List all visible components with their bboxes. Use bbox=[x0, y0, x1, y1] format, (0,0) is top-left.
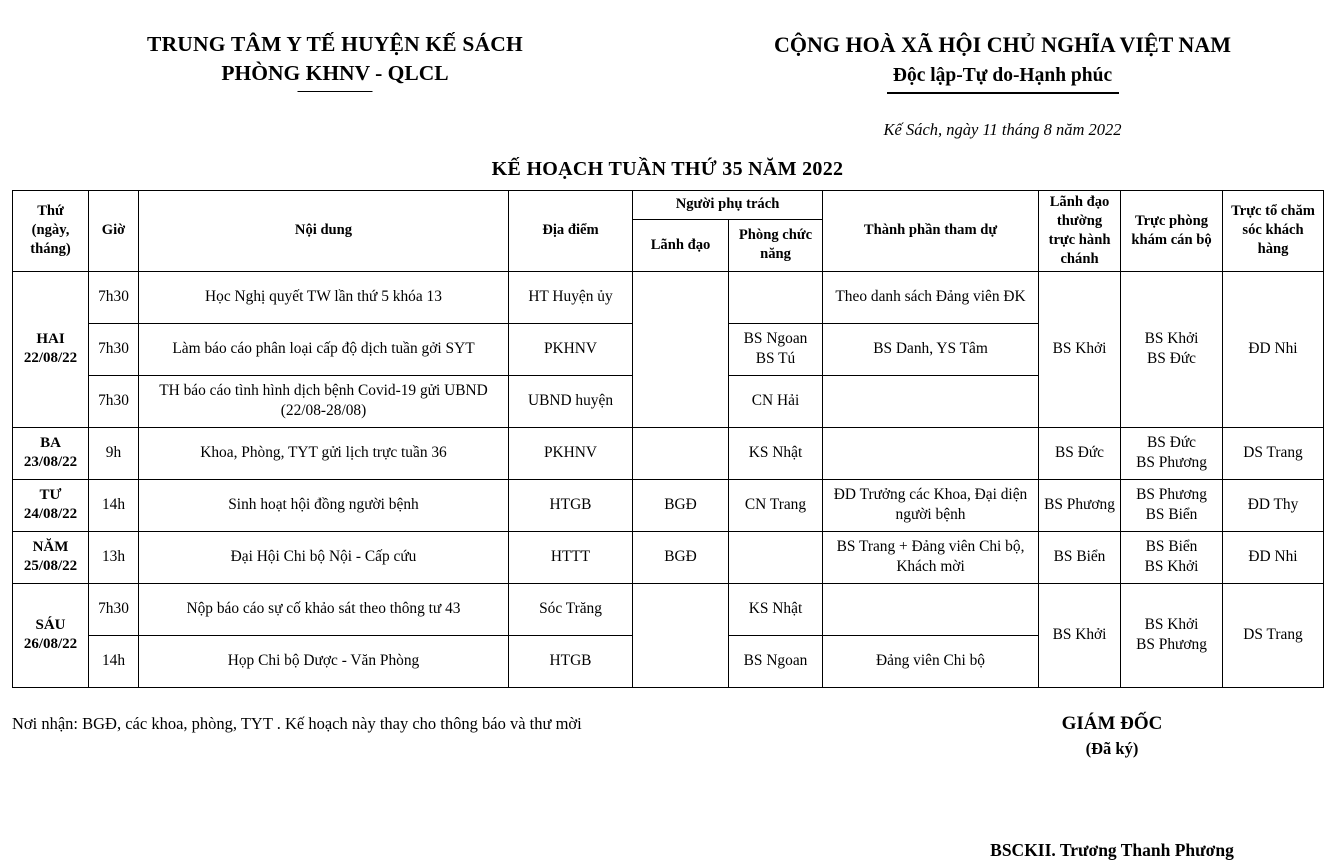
col-header-duty-clinic: Trực phòng khám cán bộ bbox=[1121, 190, 1223, 271]
day-cell: TƯ 24/08/22 bbox=[13, 479, 89, 531]
content-cell: Khoa, Phòng, TYT gửi lịch trực tuần 36 bbox=[139, 427, 509, 479]
day-cell: SÁU 26/08/22 bbox=[13, 583, 89, 687]
place-cell: HTGB bbox=[509, 635, 633, 687]
national-motto: Độc lập-Tự do-Hạnh phúc bbox=[893, 62, 1112, 90]
signer-name: BSCKII. Trương Thanh Phương bbox=[990, 840, 1234, 861]
col-header-incharge: Người phụ trách bbox=[633, 190, 823, 219]
col-header-duty-leader: Lãnh đạo thường trực hành chánh bbox=[1039, 190, 1121, 271]
content-cell: Họp Chi bộ Dược - Văn Phòng bbox=[139, 635, 509, 687]
time-cell: 14h bbox=[89, 635, 139, 687]
table-row bbox=[13, 583, 1324, 635]
duty-leader-cell: BS Biển bbox=[1039, 531, 1121, 583]
duty-leader-cell: BS Phương bbox=[1039, 479, 1121, 531]
time-cell: 7h30 bbox=[89, 271, 139, 323]
duty-customer-cell: ĐD Nhi bbox=[1223, 271, 1324, 427]
col-header-place: Địa điểm bbox=[509, 190, 633, 271]
national-heading-block bbox=[670, 30, 1335, 140]
day-cell: NĂM 25/08/22 bbox=[13, 531, 89, 583]
table-row bbox=[13, 479, 1324, 531]
country-name: CỘNG HOÀ XÃ HỘI CHỦ NGHĨA VIỆT NAM bbox=[774, 32, 1231, 57]
day-cell: HAI 22/08/22 bbox=[13, 271, 89, 427]
incharge-dept-cell: CN Trang bbox=[729, 479, 823, 531]
incharge-dept-cell: KS Nhật bbox=[729, 583, 823, 635]
col-header-incharge-leader: Lãnh đạo bbox=[633, 219, 729, 271]
table-row bbox=[13, 427, 1324, 479]
incharge-leader-cell bbox=[633, 427, 729, 479]
incharge-dept-cell: CN Hải bbox=[729, 375, 823, 427]
document-header bbox=[0, 0, 1335, 140]
duty-customer-cell: DS Trang bbox=[1223, 427, 1324, 479]
content-cell: Làm báo cáo phân loại cấp độ dịch tuần gởi SYT bbox=[139, 323, 509, 375]
incharge-dept-cell bbox=[729, 531, 823, 583]
incharge-leader-cell: BGĐ bbox=[633, 531, 729, 583]
duty-customer-cell: ĐD Thy bbox=[1223, 479, 1324, 531]
attendees-cell bbox=[823, 427, 1039, 479]
incharge-leader-cell: BGĐ bbox=[633, 479, 729, 531]
weekly-schedule-table bbox=[12, 190, 1324, 688]
content-cell: TH báo cáo tình hình dịch bệnh Covid-19 gửi UBND (22/08-28/08) bbox=[139, 375, 509, 427]
duty-clinic-cell: BS Biển BS Khởi bbox=[1121, 531, 1223, 583]
place-cell: HTGB bbox=[509, 479, 633, 531]
duty-clinic-cell: BS Khởi BS Phương bbox=[1121, 583, 1223, 687]
content-cell: Học Nghị quyết TW lần thứ 5 khóa 13 bbox=[139, 271, 509, 323]
place-cell: HT Huyện ủy bbox=[509, 271, 633, 323]
time-cell: 13h bbox=[89, 531, 139, 583]
duty-customer-cell: ĐD Nhi bbox=[1223, 531, 1324, 583]
attendees-cell bbox=[823, 375, 1039, 427]
signed-note: (Đã ký) bbox=[1085, 739, 1139, 759]
incharge-leader-cell bbox=[633, 583, 729, 687]
content-cell: Đại Hội Chi bộ Nội - Cấp cứu bbox=[139, 531, 509, 583]
incharge-dept-cell: BS Ngoan bbox=[729, 635, 823, 687]
duty-customer-cell: DS Trang bbox=[1223, 583, 1324, 687]
attendees-cell: BS Danh, YS Tâm bbox=[823, 323, 1039, 375]
table-row bbox=[13, 531, 1324, 583]
time-cell: 7h30 bbox=[89, 375, 139, 427]
organization-name: TRUNG TÂM Y TẾ HUYỆN KẾ SÁCH bbox=[147, 32, 523, 56]
place-cell: PKHNV bbox=[509, 323, 633, 375]
signer-title: GIÁM ĐỐC bbox=[1061, 712, 1163, 734]
place-date-line: Kế Sách, ngày 11 tháng 8 năm 2022 bbox=[883, 119, 1122, 139]
place-cell: UBND huyện bbox=[509, 375, 633, 427]
schedule-table-wrapper bbox=[0, 190, 1335, 688]
duty-leader-cell: BS Đức bbox=[1039, 427, 1121, 479]
department-name: PHÒNG KHNV - QLCL bbox=[221, 59, 448, 88]
content-cell: Sinh hoạt hội đồng người bệnh bbox=[139, 479, 509, 531]
col-header-incharge-dept: Phòng chức năng bbox=[729, 219, 823, 271]
attendees-cell: Theo danh sách Đảng viên ĐK bbox=[823, 271, 1039, 323]
col-header-time: Giờ bbox=[89, 190, 139, 271]
time-cell: 14h bbox=[89, 479, 139, 531]
place-cell: PKHNV bbox=[509, 427, 633, 479]
duty-clinic-cell: BS Đức BS Phương bbox=[1121, 427, 1223, 479]
incharge-dept-cell: KS Nhật bbox=[729, 427, 823, 479]
organization-block bbox=[0, 30, 670, 140]
day-cell: BA 23/08/22 bbox=[13, 427, 89, 479]
attendees-cell: ĐD Trưởng các Khoa, Đại diện người bệnh bbox=[823, 479, 1039, 531]
col-header-attendees: Thành phần tham dự bbox=[823, 190, 1039, 271]
incharge-dept-cell: BS Ngoan BS Tú bbox=[729, 323, 823, 375]
table-header bbox=[13, 190, 1324, 271]
table-header-row-1 bbox=[13, 190, 1324, 219]
duty-leader-cell: BS Khởi bbox=[1039, 583, 1121, 687]
col-header-day: Thứ (ngày, tháng) bbox=[13, 190, 89, 271]
duty-clinic-cell: BS Khởi BS Đức bbox=[1121, 271, 1223, 427]
document-footer bbox=[0, 710, 1335, 861]
col-header-content: Nội dung bbox=[139, 190, 509, 271]
page-title: KẾ HOẠCH TUẦN THỨ 35 NĂM 2022 bbox=[491, 157, 844, 180]
attendees-cell bbox=[823, 583, 1039, 635]
incharge-leader-cell bbox=[633, 271, 729, 427]
time-cell: 7h30 bbox=[89, 323, 139, 375]
table-row bbox=[13, 271, 1324, 323]
incharge-dept-cell bbox=[729, 271, 823, 323]
content-cell: Nộp báo cáo sự cố khảo sát theo thông tư 43 bbox=[139, 583, 509, 635]
col-header-duty-customer: Trực tổ chăm sóc khách hàng bbox=[1223, 190, 1324, 271]
place-cell: Sóc Trăng bbox=[509, 583, 633, 635]
time-cell: 7h30 bbox=[89, 583, 139, 635]
recipients-note: Nơi nhận: BGĐ, các khoa, phòng, TYT . Kế hoạch này thay cho thông báo và thư mời bbox=[12, 713, 582, 733]
attendees-cell: BS Trang + Đảng viên Chi bộ, Khách mời bbox=[823, 531, 1039, 583]
place-cell: HTTT bbox=[509, 531, 633, 583]
time-cell: 9h bbox=[89, 427, 139, 479]
table-body bbox=[13, 271, 1324, 687]
attendees-cell: Đảng viên Chi bộ bbox=[823, 635, 1039, 687]
signature-block bbox=[912, 710, 1312, 861]
duty-clinic-cell: BS Phương BS Biển bbox=[1121, 479, 1223, 531]
duty-leader-cell: BS Khởi bbox=[1039, 271, 1121, 427]
